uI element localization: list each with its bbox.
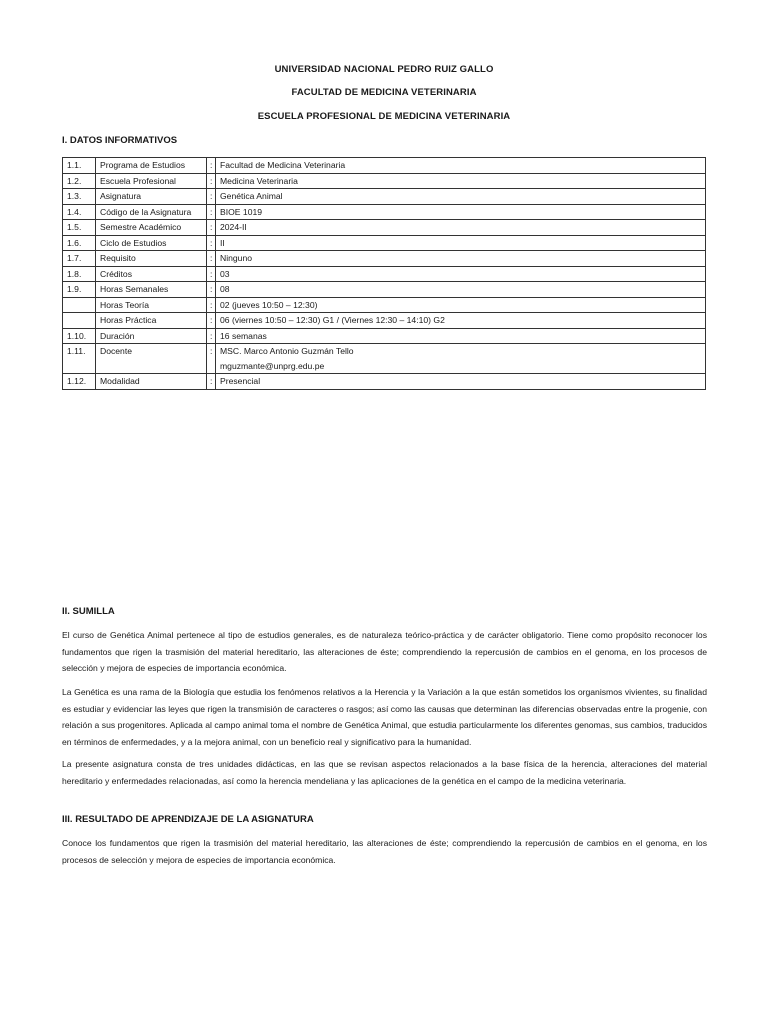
row-value-line: MSC. Marco Antonio Guzmán Tello <box>220 346 354 356</box>
row-label: Ciclo de Estudios <box>96 235 207 251</box>
row-separator: : <box>207 313 216 329</box>
row-label: Modalidad <box>96 374 207 390</box>
row-value: 16 semanas <box>216 328 706 344</box>
row-number <box>63 313 96 329</box>
row-label: Créditos <box>96 266 207 282</box>
table-row <box>63 235 706 251</box>
table-row <box>63 344 706 374</box>
table-row <box>63 173 706 189</box>
table-row <box>63 313 706 329</box>
row-label: Requisito <box>96 251 207 267</box>
row-value: 06 (viernes 10:50 – 12:30) G1 / (Viernes 12:30 – 14:10) G2 <box>216 313 706 329</box>
sumilla-paragraph-3: La presente asignatura consta de tres unidades didácticas, en las que se revisan aspectos relacionados a la base física de la herencia, alteraciones del material hereditario y enfermedades relacionadas, así como la herencia mendeliana y las aplicaciones de la genética en el campo de la medicina veterinaria. <box>62 759 707 786</box>
row-number: 1.3. <box>63 189 96 205</box>
table-row <box>63 266 706 282</box>
row-value: Facultad de Medicina Veterinaria <box>216 158 706 174</box>
row-separator: : <box>207 282 216 298</box>
row-separator: : <box>207 189 216 205</box>
row-label: Programa de Estudios <box>96 158 207 174</box>
faculty-title: FACULTAD DE MEDICINA VETERINARIA <box>291 87 477 98</box>
row-label: Duración <box>96 328 207 344</box>
datos-informativos-table <box>62 157 706 390</box>
table-row <box>63 297 706 313</box>
row-value: 02 (jueves 10:50 – 12:30) <box>216 297 706 313</box>
table-row <box>63 282 706 298</box>
row-label: Asignatura <box>96 189 207 205</box>
row-number: 1.7. <box>63 251 96 267</box>
table-row <box>63 158 706 174</box>
row-number: 1.9. <box>63 282 96 298</box>
row-label: Horas Teoría <box>96 297 207 313</box>
table-row <box>63 189 706 205</box>
table-row <box>63 220 706 236</box>
row-value: Genética Animal <box>216 189 706 205</box>
row-separator: : <box>207 158 216 174</box>
row-value: 08 <box>216 282 706 298</box>
row-number: 1.1. <box>63 158 96 174</box>
row-label: Horas Práctica <box>96 313 207 329</box>
row-separator: : <box>207 251 216 267</box>
row-number: 1.2. <box>63 173 96 189</box>
row-number: 1.11. <box>63 344 96 374</box>
row-label: Horas Semanales <box>96 282 207 298</box>
row-separator: : <box>207 374 216 390</box>
row-number: 1.12. <box>63 374 96 390</box>
table-row <box>63 204 706 220</box>
sumilla-paragraph-2: La Genética es una rama de la Biología que estudia los fenómenos relativos a la Herencia y la Variación a la que están sometidos los organismos vivientes, su finalidad es estudiar y evidenciar las leyes que rigen la transmisión de caracteres o rasgos; así como las causas que determinan las diferencias observadas entre la progenie, con relación a sus progenitores. Aplicada al campo animal toma el nombre de Genética Animal, que estudia particularmente los diferentes genomas, sus cambios, traducidos en términos de enfermedades, y a la mejora animal, con un beneficio real y significativo para la humanidad. <box>62 687 707 748</box>
row-value: II <box>216 235 706 251</box>
row-separator: : <box>207 328 216 344</box>
sumilla-paragraph-1: El curso de Genética Animal pertenece al tipo de estudios generales, es de naturaleza teórico-práctica y de carácter obligatorio. Tiene como propósito reconocer los fundamentos que rigen la trasmisión del material hereditario, las alteraciones de éste; comprendiendo la repercusión de cambios en el genoma, en los procesos de selección y mejora de especies de importancia económica. <box>62 630 707 674</box>
table-row <box>63 328 706 344</box>
row-separator: : <box>207 344 216 374</box>
row-separator: : <box>207 220 216 236</box>
row-separator: : <box>207 266 216 282</box>
row-value: Presencial <box>216 374 706 390</box>
table-row <box>63 374 706 390</box>
row-label: Semestre Académico <box>96 220 207 236</box>
row-separator: : <box>207 297 216 313</box>
section-datos-informativos-heading: I. DATOS INFORMATIVOS <box>62 135 178 146</box>
row-number: 1.6. <box>63 235 96 251</box>
section-sumilla-heading: II. SUMILLA <box>62 606 115 617</box>
row-value: 2024-II <box>216 220 706 236</box>
row-number: 1.5. <box>63 220 96 236</box>
row-number: 1.8. <box>63 266 96 282</box>
row-label: Escuela Profesional <box>96 173 207 189</box>
row-separator: : <box>207 173 216 189</box>
row-separator: : <box>207 204 216 220</box>
row-value: Medicina Veterinaria <box>216 173 706 189</box>
section-resultado-heading: III. RESULTADO DE APRENDIZAJE DE LA ASIGNATURA <box>62 814 314 825</box>
row-value: 03 <box>216 266 706 282</box>
resultado-paragraph: Conoce los fundamentos que rigen la trasmisión del material hereditario, las alteraciones de éste; comprendiendo la repercusión de cambios en el genoma, en los procesos de selección y mejora de especies de importancia económica. <box>62 838 707 865</box>
university-title: UNIVERSIDAD NACIONAL PEDRO RUIZ GALLO <box>274 64 494 75</box>
row-value <box>216 344 706 374</box>
row-number: 1.4. <box>63 204 96 220</box>
school-title: ESCUELA PROFESIONAL DE MEDICINA VETERINARIA <box>257 111 511 122</box>
row-label: Docente <box>96 344 207 374</box>
row-number: 1.10. <box>63 328 96 344</box>
row-value: BIOE 1019 <box>216 204 706 220</box>
row-value-email: mguzmante@unprg.edu.pe <box>220 360 325 371</box>
row-number <box>63 297 96 313</box>
table-row <box>63 251 706 267</box>
row-separator: : <box>207 235 216 251</box>
row-label: Código de la Asignatura <box>96 204 207 220</box>
row-value: Ninguno <box>216 251 706 267</box>
